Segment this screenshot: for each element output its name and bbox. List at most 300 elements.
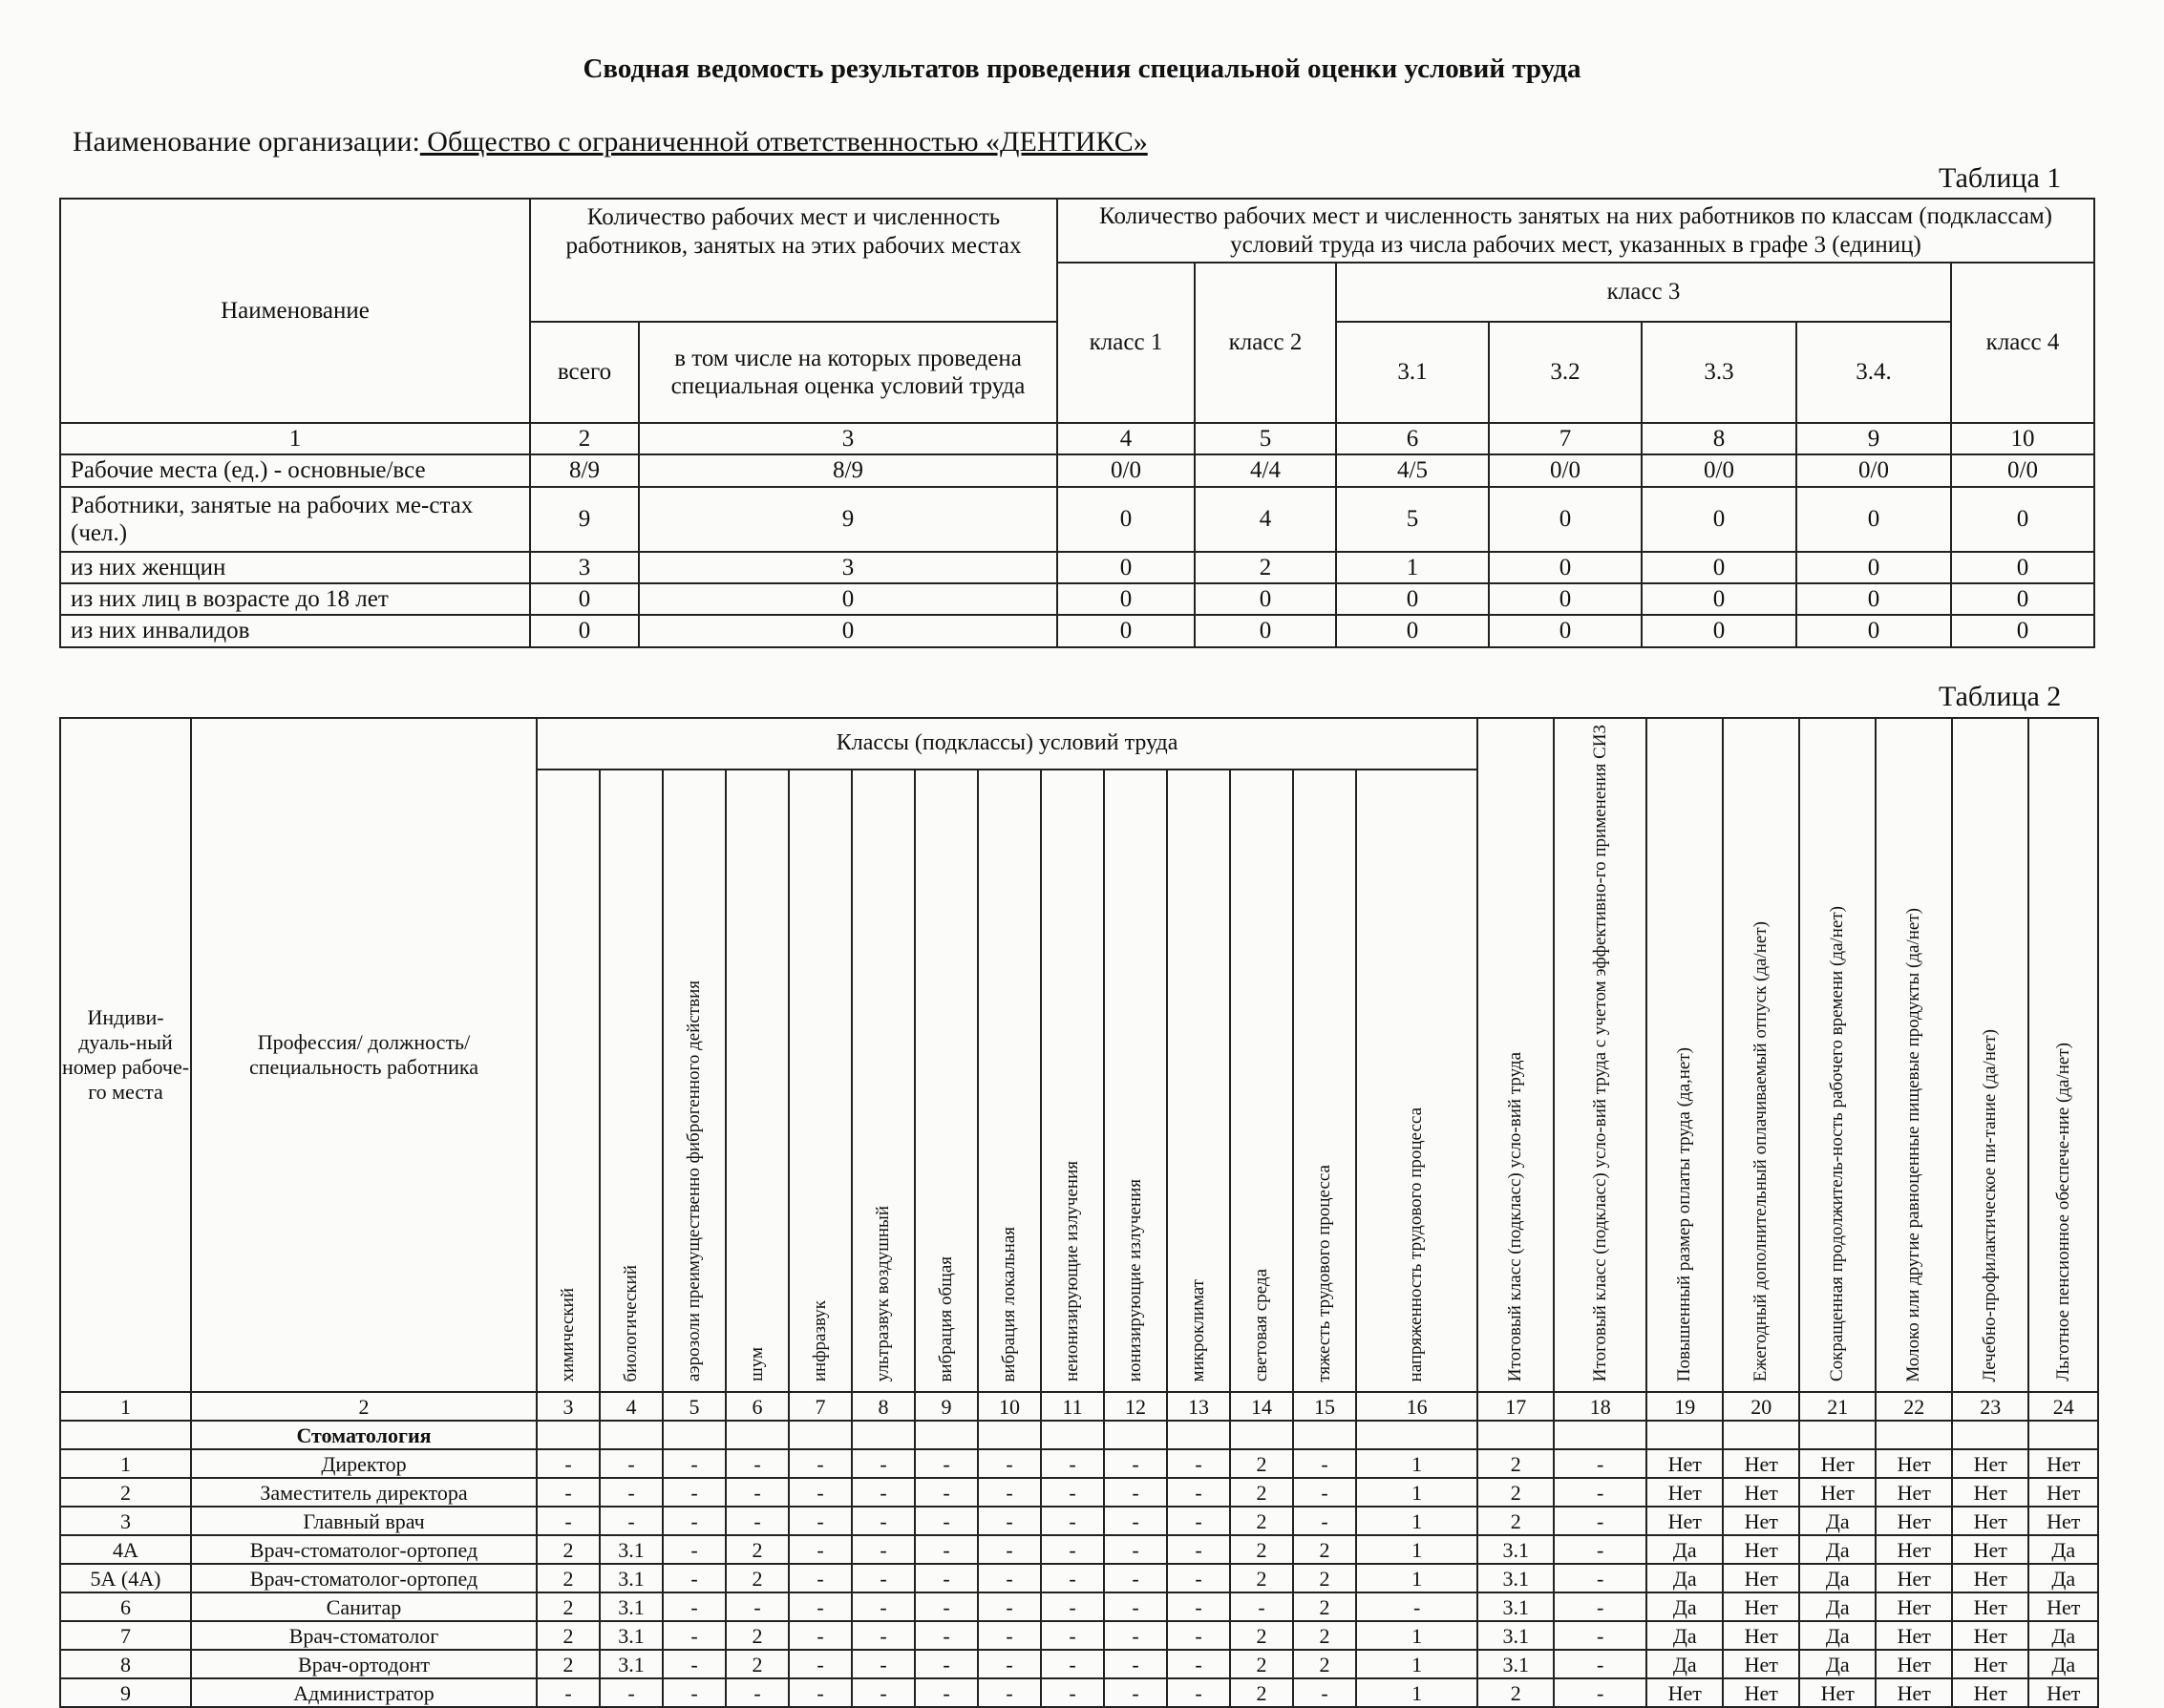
cell-value: Нет (1952, 1507, 2028, 1535)
cell-value: - (1293, 1507, 1356, 1535)
cell-value: 2 (1230, 1478, 1293, 1507)
cell-value: 2 (1230, 1621, 1293, 1650)
cell-value: - (1167, 1535, 1230, 1564)
cell-value: - (726, 1449, 789, 1478)
column-number: 4 (600, 1392, 663, 1421)
header-factor-biological: биологический (600, 770, 663, 1393)
row-label: из них инвалидов (60, 615, 530, 647)
column-number: 20 (1723, 1392, 1799, 1421)
header-factor-aerosols: аэрозоли преимущественно фиброгенного действия (663, 770, 726, 1393)
cell-value: - (663, 1449, 726, 1478)
cell-value: - (978, 1478, 1041, 1507)
cell-value: Нет (1723, 1507, 1799, 1535)
cell-value: 4/5 (1336, 454, 1489, 487)
cell-value: - (663, 1507, 726, 1535)
cell-value: - (726, 1478, 789, 1507)
cell-value: - (1554, 1478, 1646, 1507)
cell-value: - (1293, 1678, 1356, 1707)
cell-value: Нет (2028, 1478, 2098, 1507)
header-factor-noise: шум (726, 770, 789, 1393)
cell-value: - (789, 1535, 852, 1564)
header-class-3-1: 3.1 (1336, 322, 1489, 423)
cell-value: 0 (1057, 552, 1195, 583)
cell-value: 2 (1230, 1678, 1293, 1707)
workplace-profession: Администратор (191, 1678, 537, 1707)
cell-value: 0/0 (1489, 454, 1642, 487)
cell-value: - (1041, 1449, 1104, 1478)
organization-label: Наименование организации: (73, 126, 420, 158)
column-number: 7 (1489, 423, 1642, 454)
cell-value: Нет (1876, 1678, 1952, 1707)
cell-value: 0 (1336, 615, 1489, 647)
cell-value: 1 (1336, 552, 1489, 583)
summary-row (60, 454, 2094, 487)
cell-value: 1 (1356, 1678, 1477, 1707)
header-class2: класс 2 (1195, 263, 1336, 423)
empty-cell (537, 1421, 600, 1449)
header-class-3-3: 3.3 (1642, 322, 1796, 423)
cell-value: 3.1 (1477, 1535, 1554, 1564)
cell-value: - (852, 1564, 915, 1592)
column-number: 5 (1195, 423, 1336, 454)
cell-value: 1 (1356, 1449, 1477, 1478)
empty-cell (852, 1421, 915, 1449)
workplace-id: 4А (60, 1535, 191, 1564)
header-factor-general-vibration: вибрация общая (915, 770, 978, 1393)
cell-value: 0 (1796, 552, 1951, 583)
cell-value: - (789, 1478, 852, 1507)
summary-row (60, 487, 2094, 552)
cell-value: Нет (1723, 1678, 1799, 1707)
cell-value: Да (1799, 1592, 1876, 1621)
cell-value: Да (1799, 1535, 1876, 1564)
cell-value: Нет (1952, 1592, 2028, 1621)
column-number: 14 (1230, 1392, 1293, 1421)
section-title: Стоматология (191, 1421, 537, 1449)
cell-value: Нет (1876, 1650, 1952, 1678)
summary-table (59, 198, 2095, 648)
cell-value: - (1104, 1535, 1167, 1564)
cell-value: 2 (726, 1621, 789, 1650)
cell-value: - (1554, 1621, 1646, 1650)
cell-value: Нет (1952, 1564, 2028, 1592)
cell-value: Нет (2028, 1449, 2098, 1478)
cell-value: - (789, 1449, 852, 1478)
cell-value: 2 (726, 1650, 789, 1678)
cell-value: - (1104, 1478, 1167, 1507)
column-number: 2 (530, 423, 639, 454)
cell-value: 3.1 (1477, 1621, 1554, 1650)
table2-caption: Таблица 2 (1939, 681, 2062, 712)
column-numbers-row (60, 423, 2094, 454)
column-number: 22 (1876, 1392, 1952, 1421)
header-class3: класс 3 (1336, 263, 1951, 322)
cell-value: 1 (1356, 1535, 1477, 1564)
cell-value: - (1104, 1507, 1167, 1535)
cell-value: - (915, 1621, 978, 1650)
cell-value: - (978, 1592, 1041, 1621)
cell-value: - (1167, 1621, 1230, 1650)
cell-value: - (1041, 1564, 1104, 1592)
cell-value: - (1167, 1564, 1230, 1592)
column-number: 15 (1293, 1392, 1356, 1421)
cell-value: - (1041, 1507, 1104, 1535)
empty-cell (1293, 1421, 1356, 1449)
cell-value: 0/0 (1642, 454, 1796, 487)
cell-value: 1 (1356, 1507, 1477, 1535)
cell-value: 2 (726, 1564, 789, 1592)
cell-value: - (1104, 1621, 1167, 1650)
column-number: 13 (1167, 1392, 1230, 1421)
workplace-id: 7 (60, 1621, 191, 1650)
cell-value: - (537, 1449, 600, 1478)
cell-value: - (1554, 1507, 1646, 1535)
cell-value: - (1554, 1592, 1646, 1621)
empty-cell (1554, 1421, 1646, 1449)
empty-cell (726, 1421, 789, 1449)
cell-value: Да (2028, 1621, 2098, 1650)
column-number: 11 (1041, 1392, 1104, 1421)
cell-value: 2 (537, 1650, 600, 1678)
summary-row (60, 552, 2094, 583)
column-number: 17 (1477, 1392, 1554, 1421)
cell-value: - (852, 1449, 915, 1478)
column-number: 1 (60, 423, 530, 454)
cell-value: 9 (530, 487, 639, 552)
column-number: 4 (1057, 423, 1195, 454)
cell-value: - (852, 1621, 915, 1650)
cell-value: 0/0 (1057, 454, 1195, 487)
cell-value: - (789, 1678, 852, 1707)
empty-cell (600, 1421, 663, 1449)
cell-value: - (915, 1535, 978, 1564)
workplace-row (60, 1650, 2098, 1678)
cell-value: - (726, 1507, 789, 1535)
cell-value: Да (1646, 1564, 1723, 1592)
header-result-22: Молоко или другие равноценные пищевые продукты (да/нет) (1876, 718, 1952, 1392)
column-number: 3 (537, 1392, 600, 1421)
cell-value: 0 (1642, 615, 1796, 647)
cell-value: 0 (530, 583, 639, 615)
cell-value: 0 (1642, 552, 1796, 583)
empty-cell (1104, 1421, 1167, 1449)
empty-cell (2028, 1421, 2098, 1449)
cell-value: - (537, 1507, 600, 1535)
cell-value: Да (1646, 1621, 1723, 1650)
cell-value: Нет (1646, 1478, 1723, 1507)
workplace-row (60, 1564, 2098, 1592)
cell-value: 0 (1489, 487, 1642, 552)
cell-value: 0 (1057, 583, 1195, 615)
header-name: Наименование (60, 199, 530, 423)
cell-value: 2 (1293, 1564, 1356, 1592)
column-number: 6 (1336, 423, 1489, 454)
cell-value: 2 (537, 1564, 600, 1592)
cell-value: - (1104, 1678, 1167, 1707)
cell-value: 0 (1951, 552, 2094, 583)
cell-value: Нет (1646, 1678, 1723, 1707)
cell-value: Нет (1952, 1535, 2028, 1564)
table1-caption: Таблица 1 (1939, 162, 2062, 194)
cell-value: - (663, 1564, 726, 1592)
cell-value: 0 (1951, 487, 2094, 552)
column-number: 9 (915, 1392, 978, 1421)
cell-value: - (1041, 1592, 1104, 1621)
workplace-profession: Врач-ортодонт (191, 1650, 537, 1678)
cell-value: 5 (1336, 487, 1489, 552)
cell-value: Нет (1723, 1621, 1799, 1650)
workplace-profession: Врач-стоматолог (191, 1621, 537, 1650)
column-number: 24 (2028, 1392, 2098, 1421)
cell-value: - (726, 1592, 789, 1621)
empty-cell (60, 1421, 191, 1449)
cell-value: 0 (1489, 615, 1642, 647)
workplace-row (60, 1592, 2098, 1621)
header-assessed: в том числе на которых проведена специальная оценка условий труда (639, 322, 1057, 423)
cell-value: 3.1 (600, 1564, 663, 1592)
cell-value: - (1167, 1678, 1230, 1707)
cell-value: - (915, 1449, 978, 1478)
cell-value: - (1167, 1592, 1230, 1621)
cell-value: 8/9 (639, 454, 1057, 487)
header-factor-ionizing: ионизирующие излучения (1104, 770, 1167, 1393)
cell-value: 2 (1477, 1478, 1554, 1507)
column-number: 9 (1796, 423, 1951, 454)
cell-value: 0 (1796, 615, 1951, 647)
cell-value: - (978, 1564, 1041, 1592)
cell-value: - (1356, 1592, 1477, 1621)
cell-value: 0 (639, 583, 1057, 615)
cell-value: 1 (1356, 1621, 1477, 1650)
header-factor-local-vibration: вибрация локальная (978, 770, 1041, 1393)
summary-table-body (60, 454, 2094, 647)
cell-value: - (1554, 1449, 1646, 1478)
cell-value: 0 (1642, 583, 1796, 615)
empty-cell (1646, 1421, 1723, 1449)
cell-value: - (1554, 1678, 1646, 1707)
workplace-id: 6 (60, 1592, 191, 1621)
cell-value: 0 (1057, 487, 1195, 552)
cell-value: - (726, 1678, 789, 1707)
cell-value: 2 (1230, 1564, 1293, 1592)
cell-value: - (1041, 1478, 1104, 1507)
empty-cell (1952, 1421, 2028, 1449)
header-factor-chemical: химический (537, 770, 600, 1393)
cell-value: - (1104, 1592, 1167, 1621)
cell-value: Нет (1876, 1621, 1952, 1650)
cell-value: Нет (1876, 1478, 1952, 1507)
cell-value: 2 (1293, 1592, 1356, 1621)
cell-value: 2 (1230, 1507, 1293, 1535)
cell-value: Нет (1723, 1650, 1799, 1678)
cell-value: 2 (537, 1621, 600, 1650)
cell-value: - (1293, 1478, 1356, 1507)
cell-value: Нет (1799, 1678, 1876, 1707)
cell-value: 2 (1293, 1535, 1356, 1564)
header-factor-ultrasound: ультразвук воздушный (852, 770, 915, 1393)
document-title: Сводная ведомость результатов проведения специальной оценки условий труда (583, 53, 1581, 84)
cell-value: - (978, 1650, 1041, 1678)
cell-value: - (852, 1478, 915, 1507)
cell-value: 0 (1951, 583, 2094, 615)
cell-value: 0 (1195, 615, 1336, 647)
cell-value: 3.1 (1477, 1564, 1554, 1592)
cell-value: - (600, 1678, 663, 1707)
cell-value: - (978, 1678, 1041, 1707)
cell-value: - (663, 1621, 726, 1650)
empty-cell (1876, 1421, 1952, 1449)
cell-value: 3.1 (600, 1535, 663, 1564)
cell-value: - (1041, 1678, 1104, 1707)
column-number: 10 (1951, 423, 2094, 454)
header-result-21: Сокращенная продолжитель-ность рабочего времени (да/нет) (1799, 718, 1876, 1392)
cell-value: Нет (1799, 1478, 1876, 1507)
cell-value: - (1104, 1650, 1167, 1678)
cell-value: 3 (530, 552, 639, 583)
cell-value: - (789, 1650, 852, 1678)
cell-value: - (1041, 1650, 1104, 1678)
workplace-row (60, 1478, 2098, 1507)
empty-cell (1477, 1421, 1554, 1449)
cell-value: Нет (1799, 1449, 1876, 1478)
cell-value: - (663, 1592, 726, 1621)
cell-value: Нет (1723, 1535, 1799, 1564)
summary-row (60, 583, 2094, 615)
cell-value: Нет (1876, 1449, 1952, 1478)
cell-value: Нет (1876, 1507, 1952, 1535)
cell-value: 2 (537, 1535, 600, 1564)
workplace-row (60, 1621, 2098, 1650)
cell-value: 8/9 (530, 454, 639, 487)
cell-value: Да (1646, 1592, 1723, 1621)
header-class-3-2: 3.2 (1489, 322, 1642, 423)
cell-value: Нет (2028, 1592, 2098, 1621)
column-number: 7 (789, 1392, 852, 1421)
header-result-18: Итоговый класс (подкласс) усло-вий труда с учетом эффективно-го применения СИЗ (1554, 718, 1646, 1392)
cell-value: - (1167, 1478, 1230, 1507)
workplace-id: 5А (4А) (60, 1564, 191, 1592)
cell-value: Нет (1876, 1564, 1952, 1592)
cell-value: Нет (2028, 1507, 2098, 1535)
column-number: 19 (1646, 1392, 1723, 1421)
column-number: 8 (852, 1392, 915, 1421)
cell-value: 2 (1293, 1621, 1356, 1650)
header-total: всего (530, 322, 639, 423)
cell-value: - (915, 1564, 978, 1592)
empty-cell (1723, 1421, 1799, 1449)
organization-line (73, 126, 1148, 158)
header-class1: класс 1 (1057, 263, 1195, 423)
cell-value: 0 (1796, 487, 1951, 552)
cell-value: 3.1 (1477, 1650, 1554, 1678)
cell-value: - (852, 1650, 915, 1678)
cell-value: 0 (1057, 615, 1195, 647)
cell-value: - (915, 1507, 978, 1535)
workplace-profession: Директор (191, 1449, 537, 1478)
cell-value: 0 (1642, 487, 1796, 552)
workplace-row (60, 1449, 2098, 1478)
column-number: 8 (1642, 423, 1796, 454)
column-numbers-row (60, 1392, 2098, 1421)
workplace-row (60, 1507, 2098, 1535)
workplace-profession: Санитар (191, 1592, 537, 1621)
cell-value: 3.1 (1477, 1592, 1554, 1621)
empty-cell (663, 1421, 726, 1449)
workplace-profession: Врач-стоматолог-ортопед (191, 1535, 537, 1564)
cell-value: Нет (1723, 1449, 1799, 1478)
cell-value: 0 (639, 615, 1057, 647)
cell-value: Нет (1723, 1564, 1799, 1592)
workplace-id: 1 (60, 1449, 191, 1478)
cell-value: - (852, 1507, 915, 1535)
header-class-3-4: 3.4. (1796, 322, 1951, 423)
cell-value: 2 (537, 1592, 600, 1621)
header-factor-intensity: напряженность трудового процесса (1356, 770, 1477, 1393)
empty-cell (789, 1421, 852, 1449)
header-class4: класс 4 (1951, 263, 2094, 423)
cell-value: Да (2028, 1650, 2098, 1678)
cell-value: 3.1 (600, 1650, 663, 1678)
cell-value: Да (1646, 1535, 1723, 1564)
cell-value: Да (1799, 1507, 1876, 1535)
row-label: из них лиц в возрасте до 18 лет (60, 583, 530, 615)
header-factor-infrasound: инфразвук (789, 770, 852, 1393)
cell-value: Да (2028, 1564, 2098, 1592)
cell-value: - (1041, 1621, 1104, 1650)
cell-value: Нет (1952, 1449, 2028, 1478)
cell-value: Нет (1952, 1650, 2028, 1678)
cell-value: 2 (1230, 1650, 1293, 1678)
header-result-24: Льготное пенсионное обеспече-ние (да/нет) (2028, 718, 2098, 1392)
row-label: из них женщин (60, 552, 530, 583)
cell-value: - (537, 1678, 600, 1707)
cell-value: - (915, 1678, 978, 1707)
cell-value: 0/0 (1951, 454, 2094, 487)
cell-value: Нет (1646, 1507, 1723, 1535)
cell-value: 4 (1195, 487, 1336, 552)
cell-value: 0 (1489, 552, 1642, 583)
cell-value: - (1167, 1650, 1230, 1678)
cell-value: 0 (1336, 583, 1489, 615)
cell-value: - (600, 1507, 663, 1535)
cell-value: - (600, 1478, 663, 1507)
cell-value: - (978, 1621, 1041, 1650)
column-number: 12 (1104, 1392, 1167, 1421)
empty-cell (978, 1421, 1041, 1449)
cell-value: 0/0 (1796, 454, 1951, 487)
cell-value: 2 (1477, 1449, 1554, 1478)
cell-value: - (1104, 1449, 1167, 1478)
header-profession: Профессия/ должность/ специальность работника (191, 718, 537, 1392)
cell-value: - (789, 1592, 852, 1621)
header-class-group: Количество рабочих мест и численность занятых на них работников по классам (подклассам) условий труда из числа рабочих мест, указанных в графе 3 (единиц) (1057, 199, 2094, 263)
cell-value: - (978, 1449, 1041, 1478)
cell-value: 0 (1951, 615, 2094, 647)
cell-value: Нет (1723, 1478, 1799, 1507)
cell-value: Да (1646, 1650, 1723, 1678)
column-number: 18 (1554, 1392, 1646, 1421)
header-result-23: Лечебно-профилактическое пи-тание (да/нет) (1952, 718, 2028, 1392)
cell-value: 3 (639, 552, 1057, 583)
workplace-id: 8 (60, 1650, 191, 1678)
header-factor-lighting: световая среда (1230, 770, 1293, 1393)
cell-value: - (1554, 1535, 1646, 1564)
workplaces-table (59, 717, 2099, 1708)
cell-value: - (663, 1535, 726, 1564)
cell-value: - (789, 1507, 852, 1535)
cell-value: 2 (1195, 552, 1336, 583)
empty-cell (1041, 1421, 1104, 1449)
